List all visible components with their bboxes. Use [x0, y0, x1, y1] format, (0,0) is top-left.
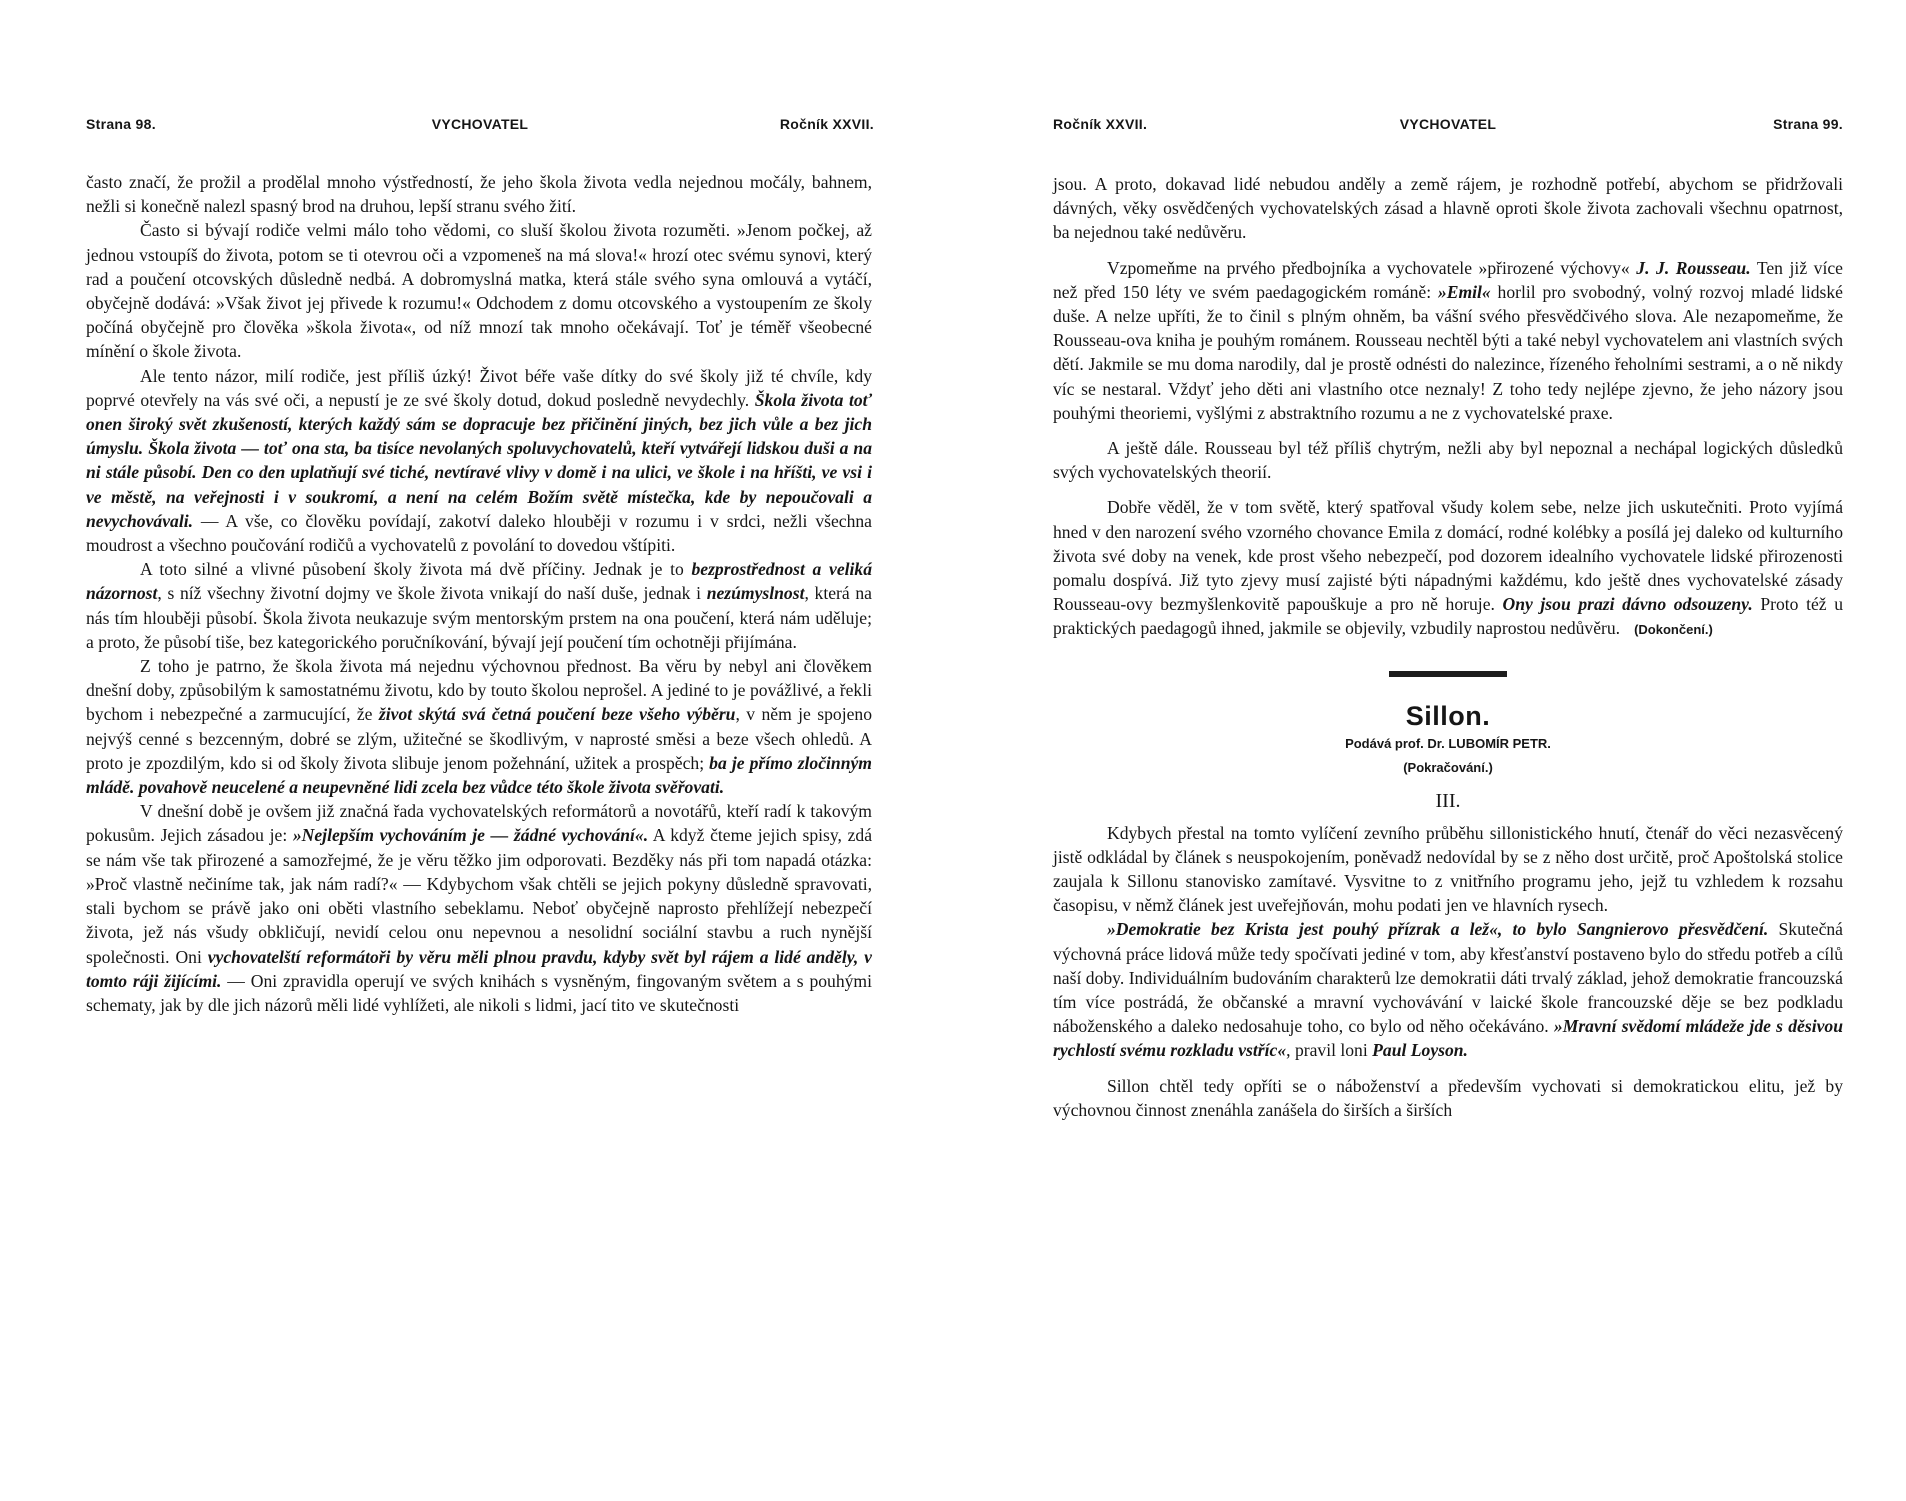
emphasized-text: ba je přímo zločinným mládě. povahově neucelené a neupevněné lidi zcela bez vůdce této škole života svěřovati.: [86, 752, 872, 798]
emphasized-text: »Emil«: [1437, 281, 1491, 302]
text-run: V dnešní době je ovšem již značná řada vychovatelských reformátorů a novotářů, kteří radí k takovým pokusům. Jejich zásadou je:: [86, 801, 872, 846]
text-run: A ještě dále. Rousseau byl též příliš chytrým, nežli aby byl nepoznal a nechápal logických důsledků svých vychovatelských theorií.: [1053, 438, 1843, 483]
text-run: , s níž všechny životní dojmy ve škole života vnikají do naší duše, jednak i: [157, 583, 707, 604]
emphasized-text: Ony jsou prazi dávno odsouzeny.: [1502, 594, 1753, 615]
text-run: horlil pro svobodný, volný rozvoj mladé lidské duše. A nelze upříti, že to činil s plným ohněm, ba vášní svého přesvědčivého slova. Ale nezapomeňme, že Rousseau-ova kniha je pouhým románem. Rousseau nechtěl býti a také nebyl vychovatelem ani vlastních svých dětí. Jakmile se mu doma narodily, dal je prostě odnésti do nalezince, řízeného řeholními sestrami, a o ně nikdy víc se nestaral. Vždyť jeho děti ani vlastního otce neznaly! Z toho tedy nejlépe zjevno, že jeho názory jsou pouhými theoriemi, vyšlými z abstraktního rozumu a ne z vychovatelské praxe.: [1053, 281, 1843, 423]
right-journal-title: VYCHOVATEL: [1399, 116, 1497, 132]
text-run: , pravil loni: [1286, 1040, 1373, 1061]
text-run: jsou. A proto, dokavad lidé nebudou anděly a země rájem, je rozhodně potřebí, abychom se přidržovali dávných, věky osvědčených vychovatelských zásad a hlavně oproti škole života zachovali všechnu opatrnost, ba nejednou také nedůvěru.: [1053, 174, 1843, 243]
to-be-concluded-note: (Dokončení.): [1634, 622, 1713, 638]
text-run: Dobře věděl, že v tom světě, který spatřoval všudy kolem sebe, nelze jich uskutečniti. Proto vyjímá hned v den narození svého vzorného chovance Emila z domácí, rodné kolébky a posílá jej daleko od kulturního života své doby na venek, kde prost všeho nebezpečí, pod dozorem idealního vychovatele lidské přirozenosti pomalu dospívá. Již tyto zjevy musí zajisté býti nápadnými každému, kdo ještě dnes vychovatelské zásady Rousseau-ovy bezmyšlenkovitě papouškuje a pro ně horuje.: [1053, 497, 1843, 615]
paragraph: [86, 218, 872, 363]
section-divider: [1389, 671, 1507, 677]
emphasized-text: »Demokratie bez Krista jest pouhý přízrak a lež«, to bylo Sangnierovo přesvědčení.: [1107, 919, 1769, 940]
emphasized-text: život skýtá svá četná poučení beze všeho výběru: [378, 704, 736, 725]
right-page: [953, 0, 1906, 1501]
paragraph: [1053, 1074, 1843, 1122]
text-run: Proto též u praktických paedagogů ihned, jakmile se objevily, vzbudily naprostou nedůvěru.: [1053, 594, 1844, 639]
article-byline: Podává prof. Dr. LUBOMÍR PETR.: [1345, 735, 1551, 751]
emphasized-text: Škola života toť onen široký svět zkušeností, kterých každý sám se dopracuje bez přičinění jiných, bez jich vůle a bez jich úmyslu. Škola života — toť ona sta, ba tisíce nevolaných spoluvychovatelů, kteří vytvářejí lidskou duši a na ni stále působí. Den co den uplatňují své tiché, nevtíravé vlivy v domě i na ulici, ve škole i na hříšti, ve vsi i ve městě, na veřejnosti i v soukromí, a není na celém Božím světě místečka, kde by nepoučovali a nevychovávali.: [86, 389, 872, 531]
article-body: [1053, 821, 1843, 1122]
text-run: — Oni zpravidla operují ve svých knihách s vysněným, fingovaným světem a s pouhými schematy, jak by dle jich názorů měli lidé vyhlížeti, ale nikoli s lidmi, jací tito ve skutečnosti: [86, 970, 872, 1015]
text-run: Často si bývají rodiče velmi málo toho vědomi, co sluší školou života rozuměti. »Jenom počkej, až jednou vstoupíš do života, potom se ti otevrou oči a vzpomeneš na má slova!« hrozí otec svému synovi, který rad a poučení otcovských důsledně nedbá. A dobromyslná matka, která stále svého syna omlouvá a vytáčí, obyčejně dodává: »Však život jej přivede k rozumu!« Odchodem z domu otcovského a vystoupením ze školy počíná obyčejně pro člověka »škola života«, od níž mnozí tak mnoho očekávají. Toť je téměř všeobecné mínění o škole života.: [86, 220, 872, 362]
paragraph: [86, 654, 872, 799]
right-running-head: [1053, 116, 1843, 136]
right-text-column: [1053, 172, 1843, 1122]
emphasized-text: J. J. Rousseau.: [1636, 257, 1751, 278]
emphasized-text: vychovatelští reformátoři by věru měli plnou pravdu, kdyby svět byl rájem a lidé anděly, v tomto ráji žijícími.: [86, 946, 872, 991]
text-run: , která na nás tím hlouběji působí. Škola života neukazuje svým mentorským prstem na ona poučení, která nám uděluje; a proto, že působí tiše, bez kategorického poručníkování, bývají její poučení tím ochotněji přijímána.: [86, 583, 872, 652]
emphasized-text: »Mravní svědomí mládeže jde s děsivou rychlostí svému rozkladu vstříc«: [1053, 1016, 1843, 1061]
paragraph: [1053, 436, 1843, 484]
left-volume: Ročník XXVII.: [779, 116, 874, 132]
text-run: A toto silné a vlivné působení školy života má dvě příčiny. Jednak je to: [140, 559, 692, 580]
paragraph: [86, 170, 872, 218]
paragraph: [1053, 917, 1843, 1062]
text-run: Sillon chtěl tedy opříti se o náboženství a především vychovati si demokratickou elitu, jež by výchovnou činnost znenáhla zanášela do širších a širších: [1053, 1075, 1843, 1120]
text-run: , v něm je spojeno nejvýš cenné s bezcenným, dobré se zlým, užitečné se škodlivým, v naprosté směsi a beze všech ohledů. A proto je zpozdilým, kdo si od školy života slibuje jenom požehnání, užitek a prospěch;: [86, 704, 872, 773]
paragraph: [1053, 172, 1843, 245]
text-run: Ten již více než před 150 léty ve svém paedagogickém románě:: [1053, 257, 1843, 302]
paragraph: [86, 799, 872, 1017]
left-page-number: Strana 98.: [86, 116, 156, 132]
right-article-end: [1053, 172, 1843, 643]
text-run: často značí, že prožil a prodělal mnoho výstředností, že jeho škola života vedla nejednou močály, bahnem, nežli si konečně nalezl spasný brod na druhou, lepší stranu svého žití.: [86, 172, 872, 217]
text-run: Ale tento názor, milí rodiče, jest příliš úzký! Život béře vaše dítky do své školy již té chvíle, kdy poprvé otevřely na vás své oči, a nepustí je ze své školy dotud, dokud posledně nevydechly.: [86, 365, 872, 410]
left-text-column: [86, 170, 872, 1017]
text-run: A když čteme jejich spisy, zdá se nám vše tak přirozené a samozřejmé, že je věru těžko jim odporovati. Bezděky nás při tom napadá otázka: »Proč vlastně nečiníme tak, jak nám radí?« — Kdybychom však chtěli se jejich pokyny důsledně spravovati, stali bychom se právě jako oni oběti vlastního sebeklamu. Neboť obyčejně naprosto přehlížejí nebezpečí života, jež nás všudy obkličují, nevidí celou onu nepevnou a nesolidní sociální stavbu a ruch nynější společnosti. Oni: [86, 825, 873, 967]
paragraph: [1053, 821, 1843, 918]
paragraph: [86, 364, 872, 558]
paragraph: [86, 557, 872, 654]
right-page-number: Strana 99.: [1773, 116, 1843, 132]
article-title: Sillon.: [1405, 700, 1491, 731]
text-run: Vzpomeňme na prvého předbojníka a vychovatele »přirozené výchovy«: [1107, 257, 1637, 278]
paragraph: [1053, 256, 1843, 425]
text-run: Z toho je patrno, že škola života má nejednu výchovnou přednost. Ba věru by nebyl ani člověkem dnešní doby, způsobilým k samostatnému životu, kdo by touto školou neprošel. A jediné to je povážlivé, a řekli bychom i nebezpečné a zarmucující, že: [86, 656, 872, 725]
left-journal-title: VYCHOVATEL: [431, 116, 529, 132]
right-volume: Ročník XXVII.: [1053, 116, 1148, 132]
text-run: Kdybych přestal na tomto vylíčení zevního průběhu sillonistického hnutí, čtenář do věci nezasvěcený jistě odkládal by článek s neuspokojením, poněvadž nedovídal by se z něho dost určitě, proč Apoštolská stolice zaujala k Sillonu stanovisko zamítavé. Vysvitne to z vnitřního programu jeho, jejž tu vzhledem k rozsahu časopisu, v němž článek jest uveřejňován, mohu podati jen ve hlavních rysech.: [1053, 822, 1843, 916]
text-run: Skutečná výchovná práce lidová může tedy spočívati jediné v tom, aby křesťanství postaveno bylo do středu potřeb a cílů naší doby. Individuálním budováním charakterů lze demokratii dáti trvalý základ, jehož demokratie francouzská tím více postrádá, že občanské a mravní vychovávání v laické škole francouzské děje se bez podkladu náboženského a daleko nedosahuje toho, co bylo od něho očekáváno.: [1053, 919, 1843, 1037]
article-part-number: III.: [1435, 789, 1461, 812]
emphasized-text: Paul Loyson.: [1372, 1040, 1468, 1061]
emphasized-text: nezúmyslnost: [706, 583, 805, 604]
text-run: — A vše, co člověku povídají, zakotví daleko hlouběji v rozumu i v srdci, nežli všechna moudrost a všechno poučování rodičů a vychovatelů z povolání to dovedou vštípiti.: [86, 510, 872, 556]
paragraph: [1053, 495, 1843, 642]
article-continuation-note: (Pokračování.): [1403, 759, 1493, 775]
emphasized-text: bezprostřednost a veliká názornost: [86, 559, 873, 604]
emphasized-text: »Nejlepším vychováním je — žádné vychování«.: [292, 825, 649, 846]
left-running-head: [86, 116, 874, 136]
